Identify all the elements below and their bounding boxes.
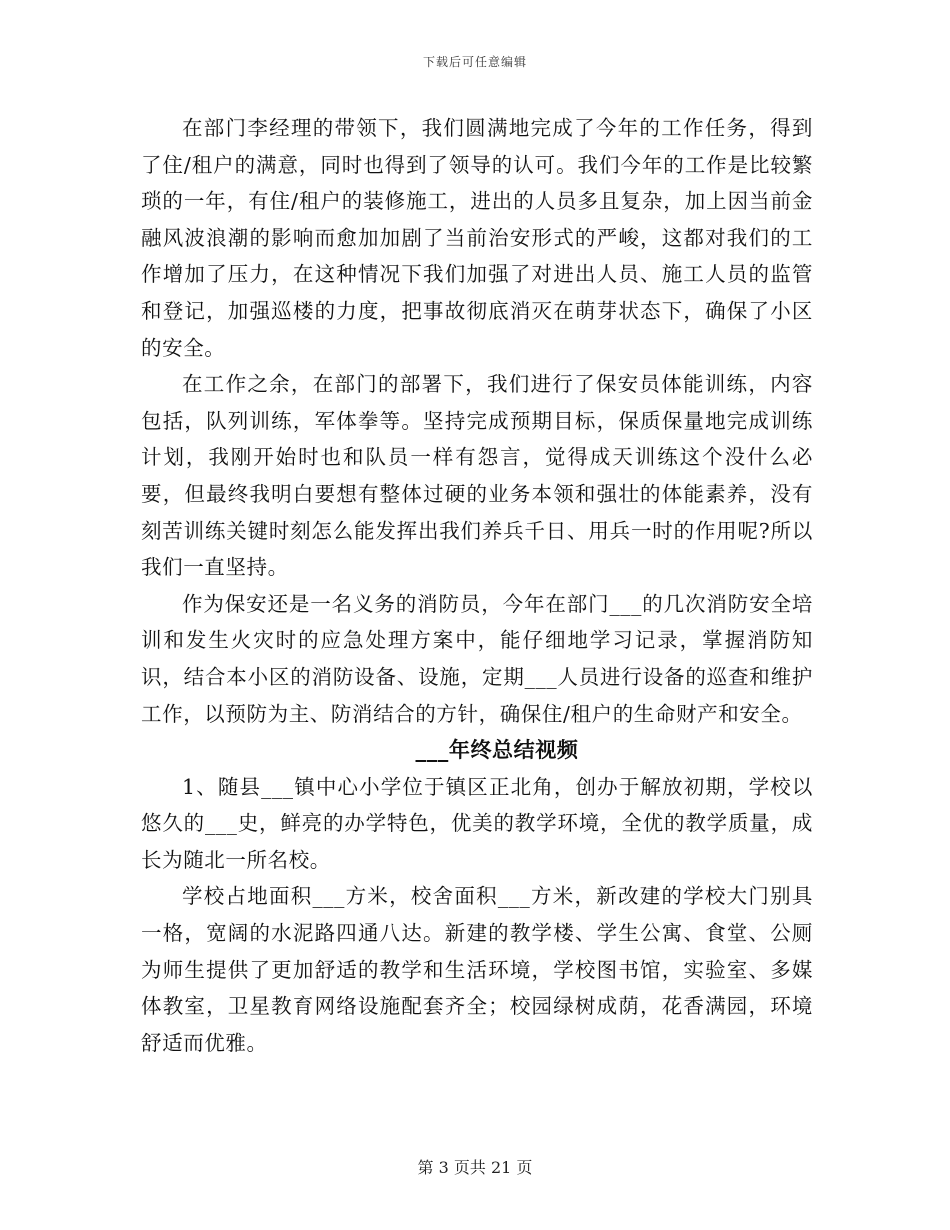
- paragraph: 1、随县___镇中心小学位于镇区正北角，创办于解放初期，学校以悠久的___史，鲜亮的办学特色，优美的教学环境，全优的教学质量，成长为随北一所名校。: [141, 774, 813, 872]
- paragraph: 在部门李经理的带领下，我们圆满地完成了今年的工作任务，得到了住/租户的满意，同时也得到了领导的认可。我们今年的工作是比较繁琐的一年，有住/租户的装修施工，进出的人员多且复杂，加上因当前金融风波浪潮的影响而愈加加剧了当前治安形式的严峻，这都对我们的工作增加了压力，在这种情况下我们加强了对进出人员、施工人员的监管和登记，加强巡楼的力度，把事故彻底消灭在萌芽状态下，确保了小区的安全。: [141, 116, 813, 360]
- page-number-footer: 第 3 页共 21 页: [417, 1158, 533, 1177]
- paragraph: 作为保安还是一名义务的消防员，今年在部门___的几次消防安全培训和发生火灾时的应急处理方案中，能仔细地学习记录，掌握消防知识，结合本小区的消防设备、设施，定期___人员进行设备的巡查和维护工作，以预防为主、防消结合的方针，确保住/租户的生命财产和安全。: [141, 591, 813, 726]
- page-header: 下载后可任意编辑: [422, 55, 527, 69]
- section-title: ___年终总结视频: [415, 737, 579, 763]
- document-body: [141, 110, 813, 1061]
- paragraph: 学校占地面积___方米，校舍面积___方米，新改建的学校大门别具一格，宽阔的水泥路四通八达。新建的教学楼、学生公寓、食堂、公厕为师生提供了更加舒适的教学和生活环境，学校图书馆，实验室、多媒体教室，卫星教育网络设施配套齐全；校园绿树成荫，花香满园，环境舒适而优雅。: [141, 884, 813, 1055]
- paragraph: 在工作之余，在部门的部署下，我们进行了保安员体能训练，内容包括，队列训练，军体拳等。坚持完成预期目标，保质保量地完成训练计划，我刚开始时也和队员一样有怨言，觉得成天训练这个没什么必要，但最终我明白要想有整体过硬的业务本领和强壮的体能素养，没有刻苦训练关键时刻怎么能发挥出我们养兵千日、用兵一时的作用呢?所以我们一直坚持。: [141, 372, 813, 580]
